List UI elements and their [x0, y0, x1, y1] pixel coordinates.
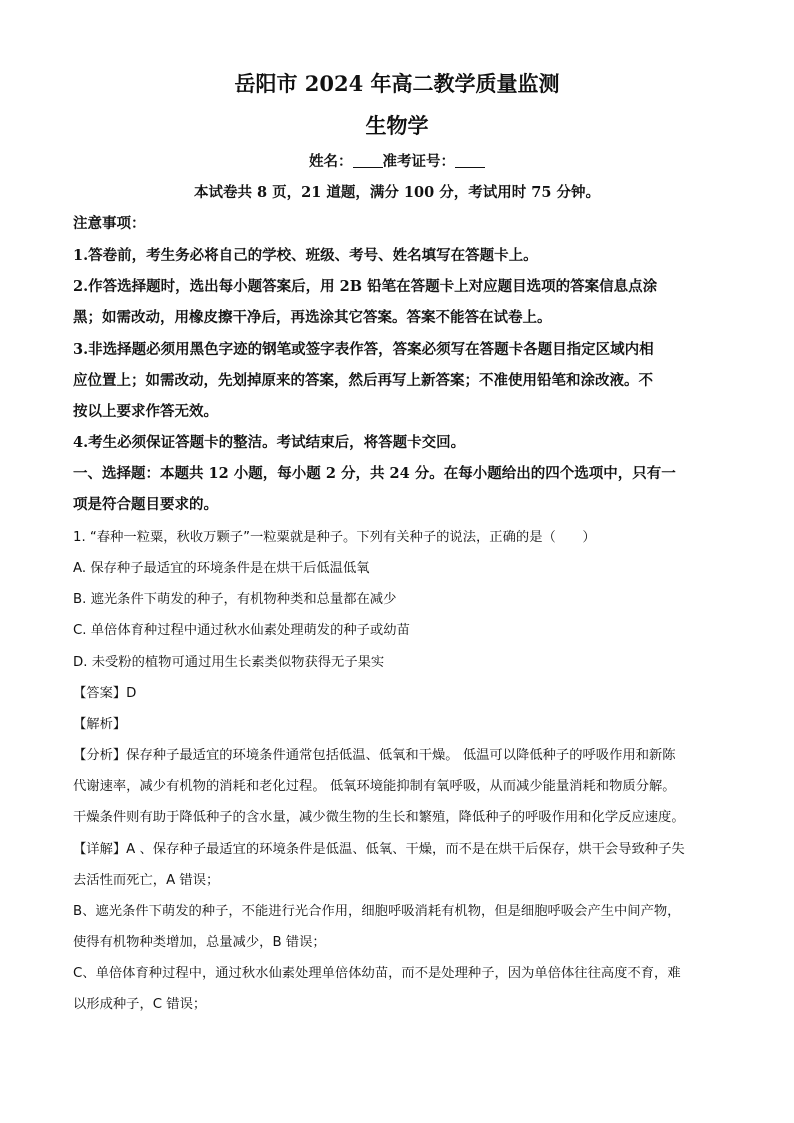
- note-line: 3.非选择题必须用黑色字迹的钢笔或签字表作答，答案必须写在答题卡各题目指定区域内相: [73, 341, 654, 358]
- exam-title: 岳阳市 2024 年高二教学质量监测: [234, 71, 560, 96]
- analysis-line: 以形成种子，C 错误；: [73, 997, 207, 1012]
- option-a: A. 保存种子最适宜的环境条件是在烘干后低温低氧: [73, 561, 370, 576]
- analysis-line: C、单倍体育种过程中，通过秋水仙素处理单倍体幼苗，而不是处理种子，因为单倍体往往高度不育，难: [73, 966, 681, 981]
- section-heading-cont: 项是符合题目要求的。: [73, 496, 218, 513]
- note-line: 按以上要求作答无效。: [73, 403, 218, 420]
- analysis-line: 干燥条件则有助于降低种子的含水量，减少微生物的生长和繁殖，降低种子的呼吸作用和化学反应速度。: [73, 810, 685, 825]
- question-stem: 1. “春种一粒粟，秋收万颗子”一粒粟就是种子。下列有关种子的说法，正确的是（ ）: [73, 530, 596, 545]
- note-line: 4.考生必须保证答题卡的整洁。考试结束后，将答题卡交回。: [73, 434, 466, 451]
- candidate-info-line: [0, 150, 794, 171]
- analysis-line: 使得有机物种类增加，总量减少，B 错误；: [73, 935, 326, 950]
- exam-id-label: 准考证号：: [382, 153, 455, 170]
- note-line: 2.作答选择题时，选出每小题答案后，用 2B 铅笔在答题卡上对应题目选项的答案信息点涂: [73, 278, 658, 295]
- option-b: B. 遮光条件下萌发的种子，有机物种类和总量都在减少: [73, 592, 397, 607]
- note-line: 应位置上；如需改动，先划掉原来的答案，然后再写上新答案；不准使用铅笔和涂改液。不: [73, 372, 653, 389]
- note-line: 1.答卷前，考生务必将自己的学校、班级、考号、姓名填写在答题卡上。: [73, 247, 538, 264]
- analysis-line: 【分析】保存种子最适宜的环境条件通常包括低温、低氧和干燥。 低温可以降低种子的呼吸作用和新陈: [73, 748, 676, 763]
- analysis-line: 去活性而死亡，A 错误；: [73, 873, 220, 888]
- option-d: D. 未受粉的植物可通过用生长素类似物获得无子果实: [73, 655, 385, 670]
- note-line: 黑；如需改动，用橡皮擦干净后，再选涂其它答案。答案不能答在试卷上。: [73, 309, 552, 326]
- analysis-line: 代谢速率，减少有机物的消耗和老化过程。 低氧环境能抑制有氧呼吸，从而减少能量消耗和物质分解。: [73, 779, 676, 794]
- name-blank: [353, 155, 383, 168]
- answer: 【答案】D: [73, 686, 137, 701]
- exam-id-blank: [455, 155, 485, 168]
- notes-heading: 注意事项：: [73, 215, 146, 232]
- analysis-heading: 【解析】: [73, 717, 127, 732]
- analysis-line: 【详解】A 、保存种子最适宜的环境条件是低温、低氧、干燥，而不是在烘干后保存，烘干会导致种子失: [73, 842, 685, 857]
- option-c: C. 单倍体育种过程中通过秋水仙素处理萌发的种子或幼苗: [73, 623, 410, 638]
- section-heading: 一、选择题：本题共 12 小题，每小题 2 分，共 24 分。在每小题给出的四个选项中，只有一: [73, 465, 676, 482]
- name-label: 姓名：: [309, 153, 353, 170]
- exam-info: 本试卷共 8 页，21 道题，满分 100 分，考试用时 75 分钟。: [193, 184, 601, 201]
- analysis-line: B、遮光条件下萌发的种子，不能进行光合作用，细胞呼吸消耗有机物，但是细胞呼吸会产生中间产物，: [73, 904, 681, 919]
- subject-title: 生物学: [365, 113, 429, 138]
